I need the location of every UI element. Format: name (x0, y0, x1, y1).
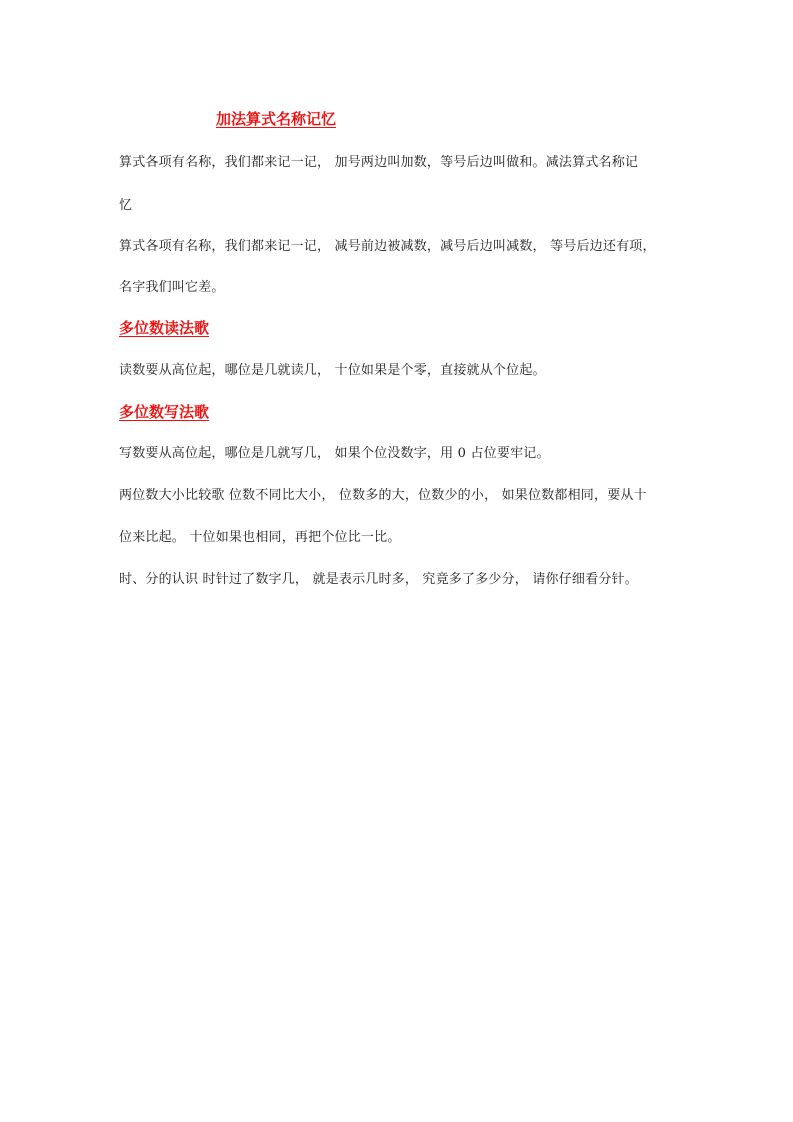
body-line: 忆 (119, 198, 133, 213)
title-heading: 加法算式名称记忆 (216, 110, 337, 128)
body-line: 两位数大小比较歌 位数不同比大小， 位数多的大，位数少的小， 如果位数都相同，要从十 (119, 488, 647, 503)
body-line: 读数要从高位起，哪位是几就读几， 十位如果是个零，直接就从个位起。 (119, 363, 546, 378)
section-heading-read: 多位数读法歌 (119, 319, 210, 337)
body-line: 算式各项有名称，我们都来记一记， 减号前边被减数，减号后边叫减数， 等号后边还有项， (119, 239, 656, 254)
section-heading-write: 多位数写法歌 (119, 403, 210, 421)
body-line: 名字我们叫它差。 (119, 280, 225, 295)
body-line: 位来比起。 十位如果也相同，再把个位比一比。 (119, 530, 401, 545)
body-line: 时、分的认识 时针过了数字几， 就是表示几时多， 究竟多了多少分， 请你仔细看分针。 (119, 572, 638, 587)
body-line: 算式各项有名称，我们都来记一记， 加号两边叫加数，等号后边叫做和。减法算式名称记 (119, 155, 639, 170)
body-line: 写数要从高位起，哪位是几就写几， 如果个位没数字，用 0 占位要牢记。 (119, 446, 550, 461)
